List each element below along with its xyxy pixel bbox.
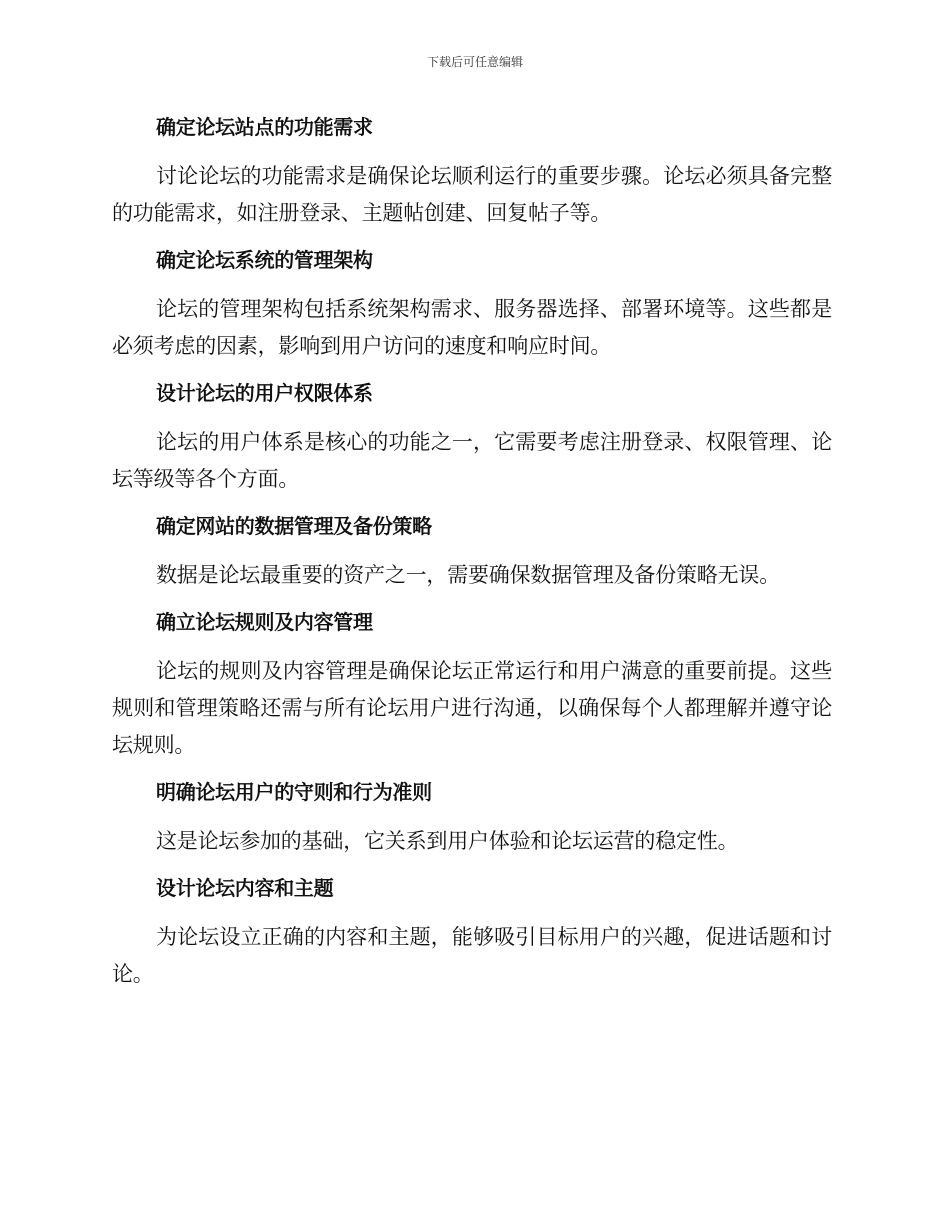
section-body-user-permissions: 论坛的用户体系是核心的功能之一，它需要考虑注册登录、权限管理、论坛等级等各个方面。 bbox=[112, 430, 832, 491]
section-body-user-conduct: 这是论坛参加的基础，它关系到用户体验和论坛运营的稳定性。 bbox=[156, 829, 739, 853]
section-heading-user-permissions: 设计论坛的用户权限体系 bbox=[156, 381, 373, 405]
page-header: 下载后可任意编辑 bbox=[426, 55, 523, 69]
section-heading-functional-requirements: 确定论坛站点的功能需求 bbox=[156, 115, 373, 139]
section-heading-rules-content: 确立论坛规则及内容管理 bbox=[156, 610, 373, 634]
section-body-management-architecture: 论坛的管理架构包括系统架构需求、服务器选择、部署环境等。这些都是必须考虑的因素，影响到用户访问的速度和响应时间。 bbox=[112, 297, 832, 358]
section-body-rules-content: 论坛的规则及内容管理是确保论坛正常运行和用户满意的重要前提。这些规则和管理策略还需与所有论坛用户进行沟通，以确保每个人都理解并遵守论坛规则。 bbox=[112, 659, 832, 757]
section-heading-content-topics: 设计论坛内容和主题 bbox=[156, 876, 334, 900]
section-body-content-topics: 为论坛设立正确的内容和主题，能够吸引目标用户的兴趣，促进话题和讨论。 bbox=[112, 925, 832, 986]
section-body-functional-requirements: 讨论论坛的功能需求是确保论坛顺利运行的重要步骤。论坛必须具备完整的功能需求，如注册登录、主题帖创建、回复帖子等。 bbox=[112, 164, 832, 225]
section-heading-user-conduct: 明确论坛用户的守则和行为准则 bbox=[156, 780, 432, 804]
section-heading-management-architecture: 确定论坛系统的管理架构 bbox=[156, 248, 373, 272]
document-body bbox=[112, 112, 832, 1006]
section-body-data-backup: 数据是论坛最重要的资产之一，需要确保数据管理及备份策略无误。 bbox=[156, 563, 780, 587]
section-heading-data-backup: 确定网站的数据管理及备份策略 bbox=[156, 514, 432, 538]
